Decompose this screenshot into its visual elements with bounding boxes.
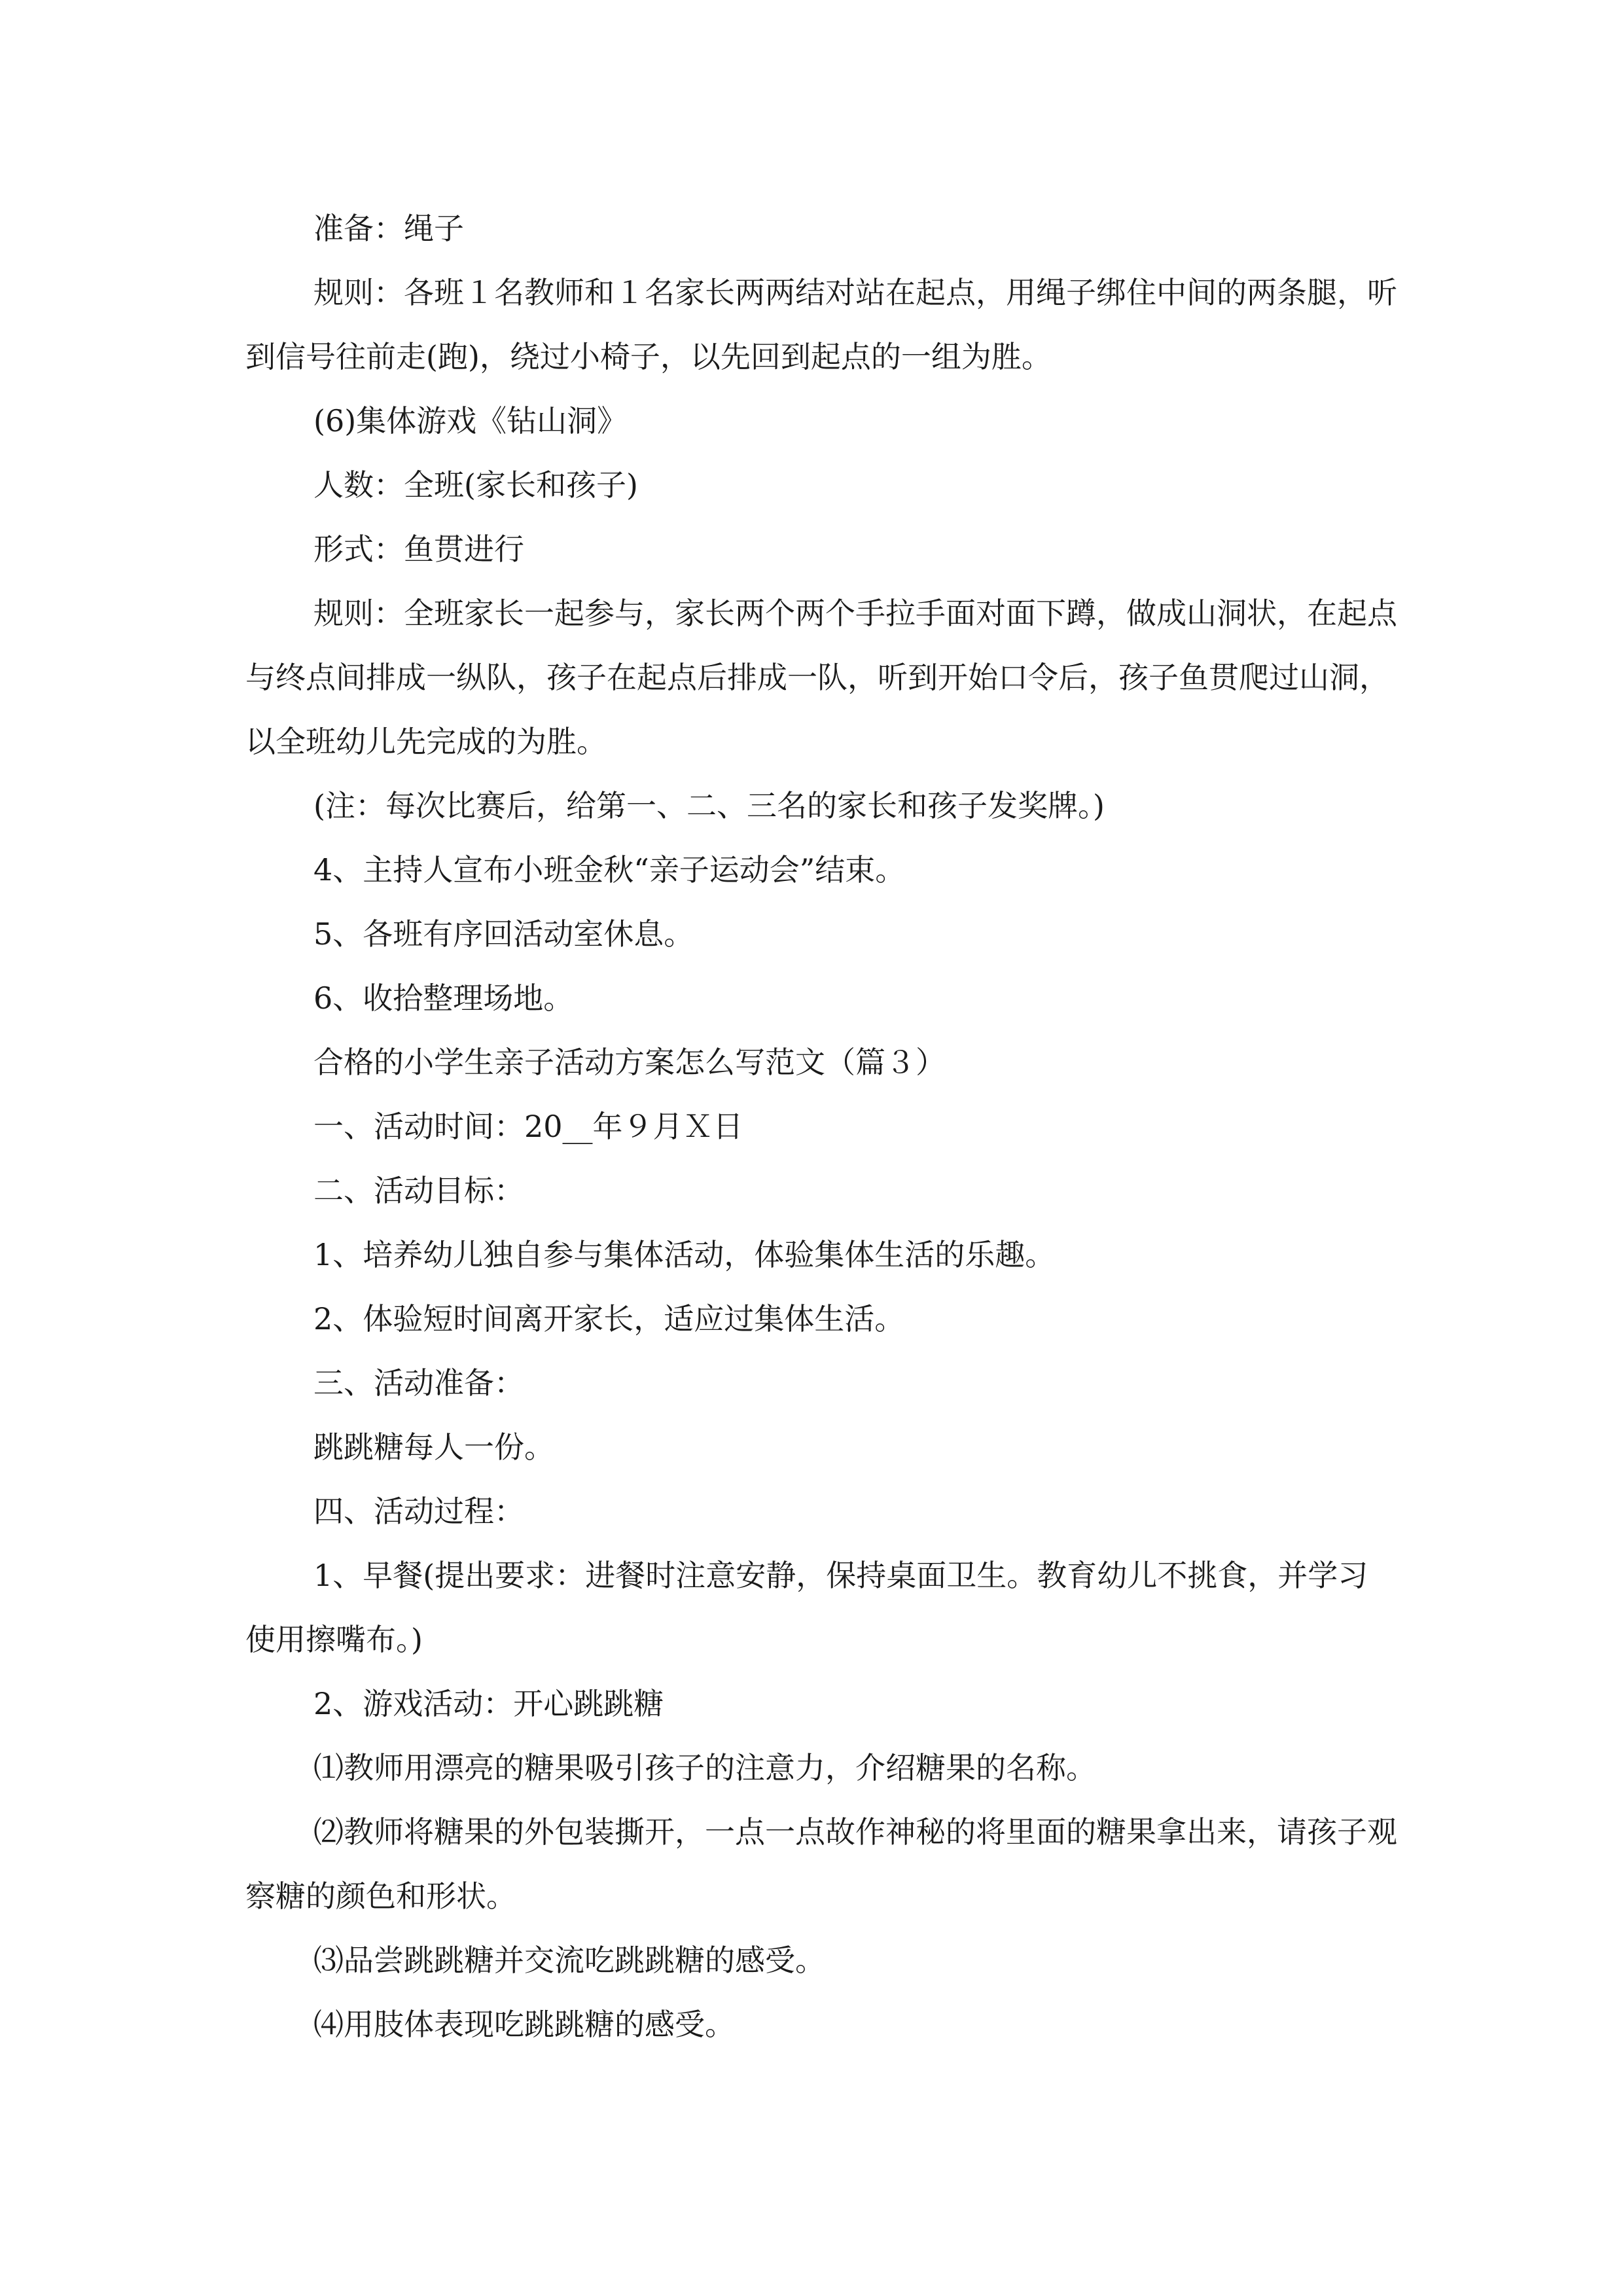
paragraph-participants: 人数：全班(家长和孩子): [313, 467, 638, 503]
paragraph-preparation: 准备：绳子: [313, 211, 464, 246]
paragraph-game-title: (6)集体游戏《钻山洞》: [313, 403, 628, 439]
paragraph-goal-2: 2、体验短时间离开家长，适应过集体生活。: [313, 1301, 905, 1336]
paragraph-activity-time: 一、活动时间：20__年９月Ｘ日: [313, 1109, 743, 1144]
paragraph-activity-preparation: 三、活动准备：: [313, 1365, 524, 1401]
paragraph-breakfast: 1、早餐(提出要求：进餐时注意安静，保持桌面卫生。教育幼儿不挑食，并学习使用擦嘴布。): [245, 1558, 1368, 1657]
paragraph-step-4: 4、主持人宣布小班金秋“亲子运动会”结束。: [313, 852, 906, 888]
paragraph-substep-2: ⑵教师将糖果的外包装撕开，一点一点故作神秘的将里面的糖果拿出来，请孩子观察糖的颜色和形状。: [245, 1814, 1397, 1914]
paragraph-activity-goals: 二、活动目标：: [313, 1173, 524, 1208]
paragraph-format: 形式：鱼贯进行: [313, 531, 524, 567]
document-body: [245, 196, 1397, 2056]
paragraph-game-activity: 2、游戏活动：开心跳跳糖: [313, 1686, 664, 1721]
paragraph-goal-1: 1、培养幼儿独自参与集体活动，体验集体生活的乐趣。: [313, 1237, 1056, 1272]
section-heading: 合格的小学生亲子活动方案怎么写范文（篇３）: [313, 1045, 946, 1080]
paragraph-rules-tunnel: 规则：全班家长一起参与，家长两个两个手拉手面对面下蹲，做成山洞状，在起点与终点间排成一纵队，孩子在起点后排成一队，听到开始口令后，孩子鱼贯爬过山洞，以全班幼儿先完成的为胜。: [245, 596, 1397, 759]
paragraph-step-5: 5、各班有序回活动室休息。: [313, 916, 694, 952]
paragraph-candy: 跳跳糖每人一份。: [313, 1429, 554, 1465]
paragraph-step-6: 6、收拾整理场地。: [313, 980, 574, 1016]
paragraph-substep-1: ⑴教师用漂亮的糖果吸引孩子的注意力，介绍糖果的名称。: [313, 1750, 1096, 1785]
paragraph-activity-process: 四、活动过程：: [313, 1494, 524, 1529]
paragraph-substep-4: ⑷用肢体表现吃跳跳糖的感受。: [313, 2007, 735, 2042]
paragraph-rules-three-legged: 规则：各班１名教师和１名家长两两结对站在起点，用绳子绑住中间的两条腿，听到信号往前走(跑)，绕过小椅子，以先回到起点的一组为胜。: [245, 275, 1397, 374]
paragraph-substep-3: ⑶品尝跳跳糖并交流吃跳跳糖的感受。: [313, 1943, 825, 1978]
paragraph-note: (注：每次比赛后，给第一、二、三名的家长和孩子发奖牌。): [313, 788, 1105, 823]
